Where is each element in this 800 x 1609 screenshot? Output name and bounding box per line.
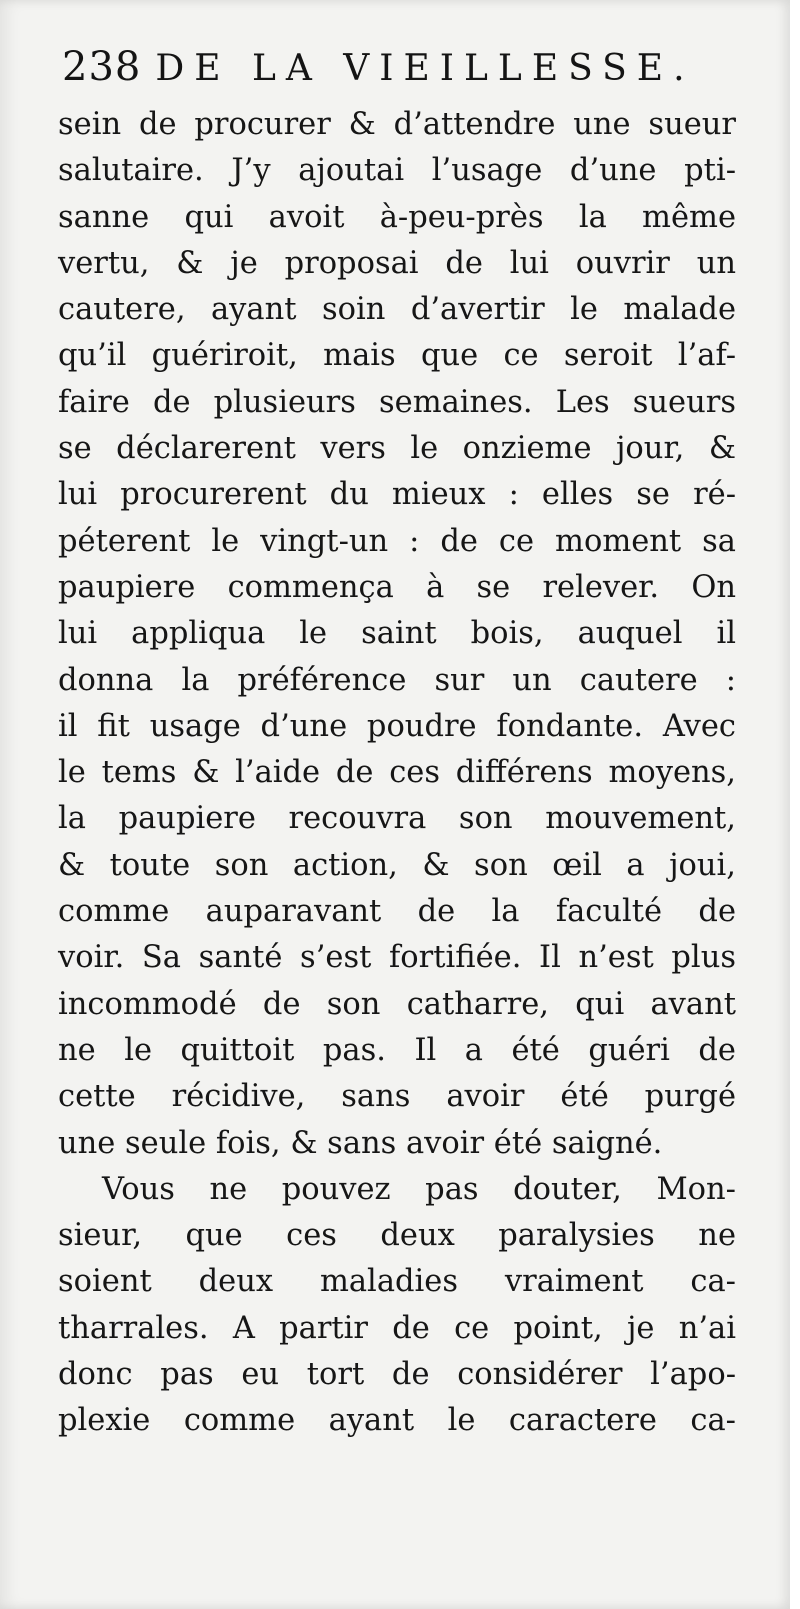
text-line: & toute son action, & son œil a joui,: [58, 847, 736, 883]
text-line: sein de procurer & d’attendre une sueur: [58, 107, 736, 142]
paragraph-start-line: Vous ne pouvez pas douter, Mon-: [102, 1171, 736, 1207]
text-line: cautere, ayant soin d’avertir le malade: [58, 292, 736, 328]
text-line: il fit usage d’une poudre fondante. Avec: [58, 708, 736, 744]
text-line: qu’il guériroit, mais que ce seroit l’af-: [58, 338, 736, 374]
text-line: plexie comme ayant le caractere ca-: [58, 1403, 736, 1439]
text-line: faire de plusieurs semaines. Les sueurs: [58, 384, 736, 420]
text-line: vertu, & je proposai de lui ouvrir un: [58, 245, 736, 281]
text-line: le tems & l’aide de ces différens moyens,: [58, 755, 736, 791]
text-line: donc pas eu tort de considérer l’apo-: [58, 1357, 736, 1393]
text-line: paupiere commença à se relever. On: [58, 569, 736, 605]
text-line: se déclarerent vers le onzieme jour, &: [58, 431, 736, 467]
text-line: cette récidive, sans avoir été purgé: [58, 1079, 736, 1115]
text-line: comme auparavant de la faculté de: [58, 894, 736, 930]
text-line: sanne qui avoit à-peu-près la même: [58, 199, 736, 235]
text-line: soient deux maladies vraiment ca-: [58, 1264, 736, 1300]
text-line: ne le quittoit pas. Il a été guéri de: [58, 1032, 736, 1068]
text-line: sieur, que ces deux paralysies ne: [58, 1218, 736, 1254]
text-line: voir. Sa santé s’est fortifiée. Il n’est plus: [58, 940, 736, 976]
paragraph-end-line: une seule fois, & sans avoir été saigné.: [58, 1125, 663, 1161]
text-line: péterent le vingt-un : de ce moment sa: [58, 523, 736, 559]
body-text: [58, 102, 736, 1445]
page-number: 238: [62, 44, 142, 90]
text-line: tharrales. A partir de ce point, je n’ai: [58, 1310, 736, 1346]
running-title: DE LA VIEILLESSE.: [155, 48, 695, 89]
text-line: la paupiere recouvra son mouvement,: [58, 801, 736, 837]
text-line: incommodé de son catharre, qui avant: [58, 986, 736, 1022]
text-line: salutaire. J’y ajoutai l’usage d’une pti-: [58, 153, 736, 189]
text-line: lui procurerent du mieux : elles se ré-: [58, 477, 736, 513]
page-header: [62, 44, 742, 106]
text-line: donna la préférence sur un cautere :: [58, 662, 736, 698]
text-line: lui appliqua le saint bois, auquel il: [58, 616, 736, 652]
